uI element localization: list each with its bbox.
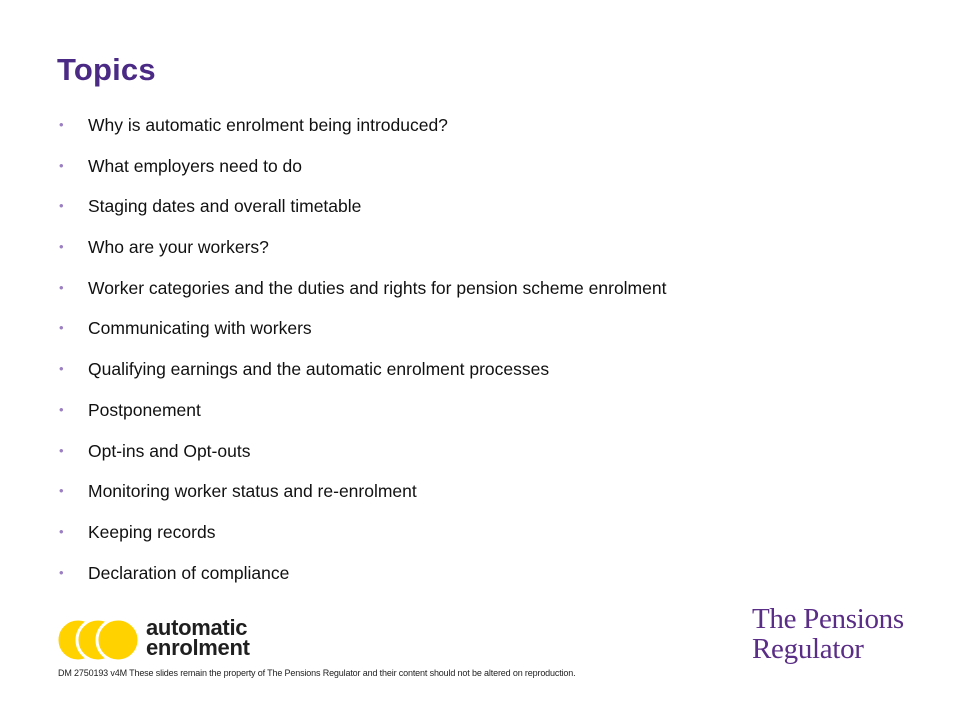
- pensions-regulator-logo: [752, 604, 904, 664]
- topic-text: Monitoring worker status and re-enrolment: [88, 481, 417, 502]
- topic-item: [59, 560, 666, 601]
- bullet-icon: •: [59, 564, 64, 580]
- topics-list: [59, 112, 666, 600]
- bullet-icon: •: [59, 320, 64, 336]
- bullet-icon: •: [59, 523, 64, 539]
- topic-item: [59, 275, 666, 316]
- footer-disclaimer: DM 2750193 v4M These slides remain the property of The Pensions Regulator and their content should not be altered on reproduction.: [58, 668, 576, 678]
- topic-text: Opt-ins and Opt-outs: [88, 440, 251, 461]
- topic-item: [59, 478, 666, 519]
- topic-item: [59, 438, 666, 479]
- topic-text: Postponement: [88, 399, 201, 420]
- topic-text: Worker categories and the duties and rights for pension scheme enrolment: [88, 277, 667, 298]
- topic-text: What employers need to do: [88, 155, 303, 176]
- bullet-icon: •: [59, 442, 64, 458]
- topic-item: [59, 234, 666, 275]
- topic-item: [59, 356, 666, 397]
- slide-title: Topics: [57, 52, 156, 87]
- bullet-icon: •: [59, 198, 64, 214]
- topic-item: [59, 193, 666, 234]
- topic-text: Why is automatic enrolment being introduced?: [88, 115, 448, 135]
- bullet-icon: •: [59, 157, 64, 173]
- enrolment-circles-icon: [56, 614, 146, 666]
- topic-text: Staging dates and overall timetable: [88, 196, 362, 217]
- topic-item: [59, 397, 666, 438]
- wordmark-line: enrolment: [146, 635, 250, 660]
- topic-text: Keeping records: [88, 521, 216, 542]
- bullet-icon: •: [59, 483, 64, 499]
- topic-item: [59, 519, 666, 560]
- wordmark-line: automatic: [146, 615, 248, 640]
- topic-text: Qualifying earnings and the automatic enrolment processes: [88, 359, 550, 380]
- topic-item: [59, 153, 666, 194]
- logo-line: Regulator: [752, 633, 864, 665]
- topic-text: Communicating with workers: [88, 318, 312, 339]
- bullet-icon: •: [59, 361, 64, 377]
- logo-line: The Pensions: [752, 603, 904, 635]
- topic-item: [59, 112, 666, 153]
- bullet-icon: •: [59, 279, 64, 295]
- automatic-enrolment-logo: [56, 614, 256, 666]
- topic-text: Declaration of compliance: [88, 562, 290, 583]
- automatic-enrolment-wordmark: [146, 615, 250, 660]
- topic-text: Who are your workers?: [88, 237, 269, 258]
- bullet-icon: •: [59, 117, 64, 132]
- bullet-icon: •: [59, 401, 64, 417]
- topic-item: [59, 315, 666, 356]
- bullet-icon: •: [59, 239, 64, 255]
